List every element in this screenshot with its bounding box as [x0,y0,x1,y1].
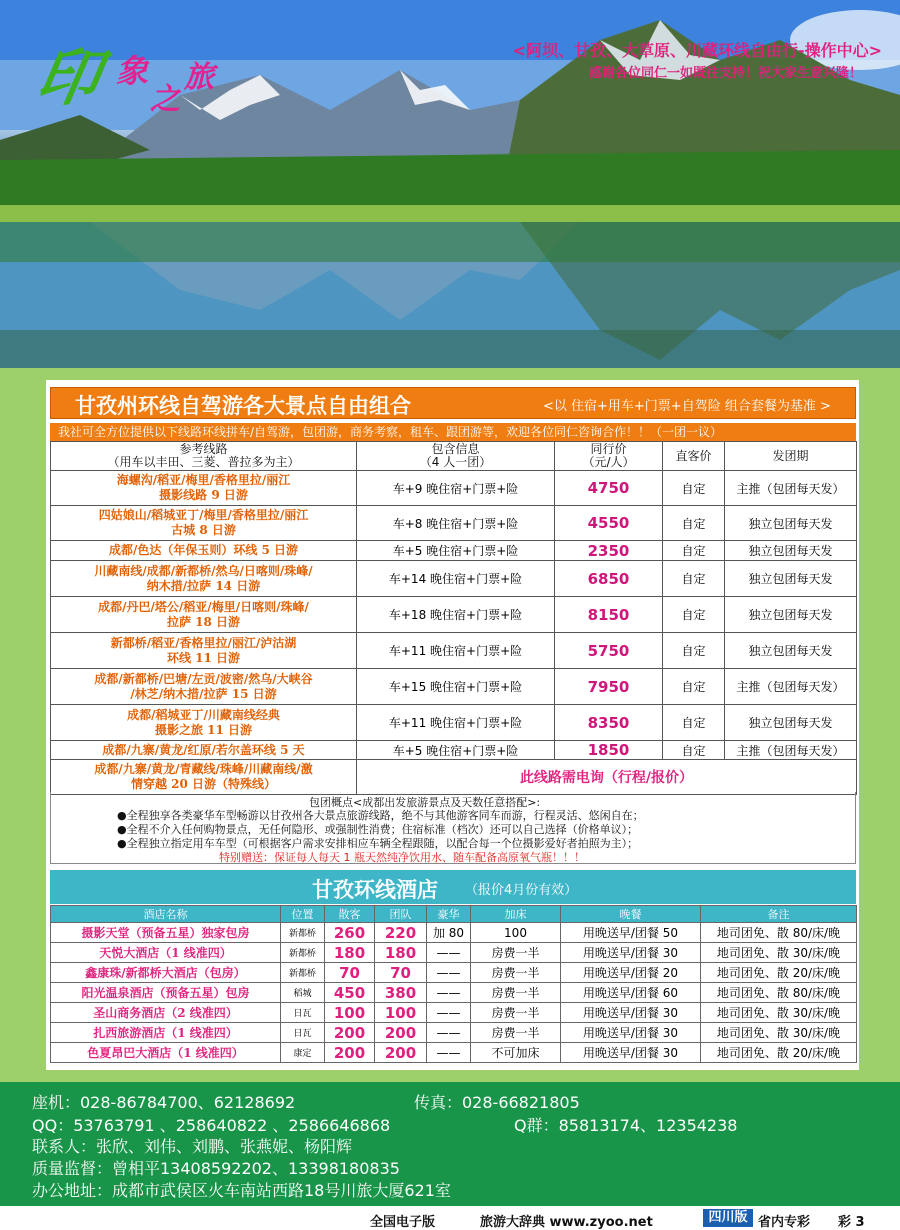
header-schedule: 发团期 [725,442,857,471]
hotel-group-price: 100 [375,1003,427,1023]
schedule-cell: 独立包团每天发 [725,506,857,541]
table-row [51,561,857,597]
table-row [51,741,857,760]
route-line: 成都/色达（年保玉则）环线 5 日游 [108,543,299,557]
route-line: 川藏南线/成都/新都桥/然乌/日喀则/珠峰/ [94,563,313,578]
route-line: 古城 8 日游 [171,523,236,537]
price-cell: 5750 [555,633,663,669]
slogan-line1: <阿坝、甘孜、大草原、川藏环线自由行-操作中心> [512,41,882,60]
hotels-table [50,905,857,1063]
hotel-header: 酒店名称 [51,906,281,923]
table-row [51,923,857,943]
contacts-line: 联系人：张欣、刘伟、刘鹏、张燕妮、杨阳辉 [32,1137,353,1156]
direct-cell: 自定 [663,541,725,561]
hotel-fit-price: 450 [325,983,375,1003]
table-row [51,943,857,963]
hotel-lux: —— [427,943,471,963]
hotel-extra-bed: 房费一半 [471,983,561,1003]
info-cell: 车+14 晚住宿+门票+险 [357,561,555,597]
publication-edition: 全国电子版 [370,1215,436,1230]
direct-cell: 自定 [663,561,725,597]
schedule-cell: 独立包团每天发 [725,597,857,633]
info-cell: 车+5 晚住宿+门票+险 [357,741,555,760]
direct-cell: 自定 [663,705,725,741]
publication-bar [0,1206,900,1230]
table-row [51,597,857,633]
address-line: 办公地址：成都市武侯区火车南站西路18号川旅大厦621室 [32,1181,451,1200]
hotel-dinner: 用晚送早/团餐 30 [561,1003,701,1023]
hotel-extra-bed: 不可加床 [471,1043,561,1063]
table-row [51,471,857,506]
schedule-cell: 独立包团每天发 [725,705,857,741]
schedule-cell: 主推（包团每天发） [725,741,857,760]
table-row [51,705,857,741]
hotel-name: 鑫康珠/新都桥大酒店（包房） [51,963,281,983]
info-cell: 车+9 晚住宿+门票+险 [357,471,555,506]
inquiry-note: 此线路需电询（行程/报价） [357,760,857,795]
hotel-header: 散客 [325,906,375,923]
hotel-group-price: 220 [375,923,427,943]
hotels-title: 甘孜环线酒店 [312,877,438,902]
hotel-extra-bed: 100 [471,923,561,943]
hotel-location: 新都桥 [281,963,325,983]
hotel-note: 地司团免、散 20/床/晚 [701,1043,857,1063]
fax-line: 传真：028-66821805 [414,1093,580,1112]
hotel-location: 稻城 [281,983,325,1003]
header-price [555,442,663,471]
special-gift-note: 特别赠送：保证每人每天 1 瓶天然纯净饮用水、随车配备高原氧气瓶！！！ [219,851,585,864]
package-note: ●全程不介入任何购物景点，无任何隐形、或强制性消费；住宿标准（档次）还可以自己选择（价格单议）； [117,823,639,836]
direct-cell: 自定 [663,741,725,760]
info-cell: 车+18 晚住宿+门票+险 [357,597,555,633]
publication-title: 旅游大辞典 www.zyoo.net [480,1215,653,1230]
price-cell: 8150 [555,597,663,633]
info-cell: 车+15 晚住宿+门票+险 [357,669,555,705]
route-line: 海螺沟/稻亚/梅里/香格里拉/丽江 [116,473,291,487]
route-cell [51,633,357,669]
routes-subtitle: <以 住宿+用车+门票+自驾险 组合套餐为基准 > [543,399,831,414]
price-cell: 6850 [555,561,663,597]
hotel-note: 地司团免、散 30/床/晚 [701,1023,857,1043]
hotel-dinner: 用晚送早/团餐 50 [561,923,701,943]
price-cell: 8350 [555,705,663,741]
direct-cell: 自定 [663,506,725,541]
supervisor-line: 质量监督：曾相平13408592202、13398180835 [32,1159,400,1178]
contact-footer [0,1082,900,1206]
route-cell [51,561,357,597]
hotel-header: 团队 [375,906,427,923]
hotel-header: 备注 [701,906,857,923]
table-row [51,506,857,541]
hotel-group-price: 380 [375,983,427,1003]
price-cell: 4550 [555,506,663,541]
hotel-name: 天悦大酒店（1 线准四） [51,943,281,963]
hotel-dinner: 用晚送早/团餐 60 [561,983,701,1003]
hotel-note: 地司团免、散 30/床/晚 [701,943,857,963]
hotel-name: 色夏昂巴大酒店（1 线准四） [51,1043,281,1063]
hotel-fit-price: 180 [325,943,375,963]
schedule-cell: 主推（包团每天发） [725,669,857,705]
route-line: 成都/新都桥/巴塘/左贡/波密/然乌/大峡谷 [94,671,313,686]
table-row [51,963,857,983]
header-info [357,442,555,471]
table-row [51,541,857,561]
package-note: ●全程独享各类豪华车型畅游以甘孜州各大景点旅游线路，绝不与其他游客同车而游，行程灵活、悠闲自在； [117,809,644,822]
direct-cell: 自定 [663,633,725,669]
table-row [51,1003,857,1023]
info-cell: 车+11 晚住宿+门票+险 [357,633,555,669]
routes-title: 甘孜州环线自驾游各大景点自由组合 [75,393,411,418]
table-row [51,1043,857,1063]
routes-header-row [51,442,857,471]
hotel-name: 圣山商务酒店（2 线准四） [51,1003,281,1023]
hotel-note: 地司团免、散 80/床/晚 [701,923,857,943]
hotel-dinner: 用晚送早/团餐 30 [561,1023,701,1043]
hotel-fit-price: 100 [325,1003,375,1023]
route-cell [51,741,357,760]
package-notes-title: 包团概点<成都出发旅游景点及天数任意搭配>: [309,796,541,809]
routes-table [50,441,857,795]
routes-title-bar [50,387,856,419]
hotel-location: 日瓦 [281,1003,325,1023]
info-cell: 车+8 晚住宿+门票+险 [357,506,555,541]
table-row [51,983,857,1003]
route-line: 纳木措/拉萨 14 日游 [146,578,261,593]
header-text: （4 人一团） [419,455,492,469]
route-cell [51,705,357,741]
hotel-location: 日瓦 [281,1023,325,1043]
package-note: ●全程独立指定用车车型（可根据客户需求安排相应车辆全程跟随，以配合每一个位摄影爱好者拍照为主）； [117,837,639,850]
hotels-header-row [51,906,857,923]
hotel-dinner: 用晚送早/团餐 30 [561,943,701,963]
info-cell: 车+5 晚住宿+门票+险 [357,541,555,561]
hotel-lux: —— [427,963,471,983]
table-row-special [51,760,857,795]
phone-line: 座机：028-86784700、62128692 [32,1093,296,1112]
hotel-location: 新都桥 [281,923,325,943]
logo-char: 旅 [184,60,214,95]
header-direct: 直客价 [663,442,725,471]
brand-logo [30,24,218,117]
hotel-fit-price: 260 [325,923,375,943]
header-banner [0,0,900,368]
hotel-note: 地司团免、散 30/床/晚 [701,1003,857,1023]
route-line: 摄影之旅 11 日游 [154,722,253,737]
section-label: 省内专彩 [758,1215,811,1230]
route-line: 四姑娘山/稻城亚丁/梅里/香格里拉/丽江 [98,508,309,522]
header-text: （元/人） [582,455,635,469]
route-line: 成都/稻城亚丁/川藏南线经典 [127,707,280,722]
hotel-fit-price: 200 [325,1043,375,1063]
hotel-lux: —— [427,1003,471,1023]
route-line: 拉萨 18 日游 [166,614,241,629]
logo-char: 之 [150,82,180,117]
route-cell [51,471,357,506]
hotel-fit-price: 200 [325,1023,375,1043]
hotel-location: 新都桥 [281,943,325,963]
price-cell: 7950 [555,669,663,705]
hotel-lux: —— [427,983,471,1003]
hotel-lux: —— [427,1023,471,1043]
route-cell [51,506,357,541]
direct-cell: 自定 [663,597,725,633]
schedule-cell: 主推（包团每天发） [725,471,857,506]
table-row [51,1023,857,1043]
logo-char: 象 [116,52,149,90]
hotel-group-price: 70 [375,963,427,983]
hotel-group-price: 200 [375,1023,427,1043]
hotel-header: 位置 [281,906,325,923]
hotel-note: 地司团免、散 80/床/晚 [701,983,857,1003]
hotel-lux: 加 80 [427,923,471,943]
info-cell: 车+11 晚住宿+门票+险 [357,705,555,741]
package-notes [50,792,856,864]
hotel-extra-bed: 房费一半 [471,943,561,963]
hotel-lux: —— [427,1043,471,1063]
header-text: 同行价 [590,442,627,456]
hotel-name: 阳光温泉酒店（预备五星）包房 [51,983,281,1003]
route-line: 成都/丹巴/塔公/稻亚/梅里/日喀则/珠峰/ [98,599,309,614]
hotel-header: 加床 [471,906,561,923]
price-cell: 2350 [555,541,663,561]
hotel-name: 扎西旅游酒店（1 线准四） [51,1023,281,1043]
header-route [51,442,357,471]
price-cell: 4750 [555,471,663,506]
header-text: （用车以丰田、三菱、普拉多为主） [107,455,300,469]
route-line: 情穿越 20 日游（特殊线） [130,777,277,791]
schedule-cell: 独立包团每天发 [725,633,857,669]
hotel-group-price: 180 [375,943,427,963]
schedule-cell: 独立包团每天发 [725,561,857,597]
routes-notice: 我社可全方位提供以下线路环线拼车/自驾游，包团游，商务考察，租车、跟团游等，欢迎各位同仁咨询合作！！（一团一议） [50,423,856,441]
route-line: 成都/九寨/黄龙/红原/若尔盖环线 5 天 [102,742,305,757]
route-line: /林芝/纳木措/拉萨 15 日游 [130,686,277,701]
slogan-line2: 感谢各位同仁一如既往支持！祝大家生意兴隆！ [588,66,862,81]
hotel-note: 地司团免、散 20/床/晚 [701,963,857,983]
direct-cell: 自定 [663,471,725,506]
route-line: 环线 11 日游 [166,650,241,665]
hotel-header: 豪华 [427,906,471,923]
route-cell [51,541,357,561]
hotel-extra-bed: 房费一半 [471,963,561,983]
hotel-name: 摄影天堂（预备五星）独家包房 [51,923,281,943]
route-line: 新都桥/稻亚/香格里拉/丽江/泸沽湖 [110,635,297,650]
route-line: 摄影线路 9 日游 [159,488,248,502]
hotels-subtitle: （报价4月份有效） [465,883,578,898]
route-cell [51,669,357,705]
price-cell: 1850 [555,741,663,760]
qq-group-line: Q群：85813174、12354238 [514,1116,738,1135]
schedule-cell: 独立包团每天发 [725,541,857,561]
hotel-dinner: 用晚送早/团餐 20 [561,963,701,983]
hotel-fit-price: 70 [325,963,375,983]
hotel-group-price: 200 [375,1043,427,1063]
edition-tag: 四川版 [703,1209,753,1227]
page-number: 彩 3 [838,1215,865,1230]
direct-cell: 自定 [663,669,725,705]
route-cell [51,760,357,795]
header-text: 包含信息 [431,442,480,456]
table-row [51,669,857,705]
route-cell [51,597,357,633]
hotels-title-bar [50,870,856,904]
hotel-header: 晚餐 [561,906,701,923]
header-text: 参考线路 [179,442,228,456]
table-row [51,633,857,669]
route-line: 成都/九寨/黄龙/青藏线/珠峰/川藏南线/激 [94,762,313,776]
logo-main-char: 印 [30,41,102,114]
qq-line: QQ：53763791 、258640822 、2586646868 [32,1116,391,1135]
hotel-dinner: 用晚送早/团餐 30 [561,1043,701,1063]
hotel-location: 康定 [281,1043,325,1063]
hotel-extra-bed: 房费一半 [471,1003,561,1023]
hotel-extra-bed: 房费一半 [471,1023,561,1043]
